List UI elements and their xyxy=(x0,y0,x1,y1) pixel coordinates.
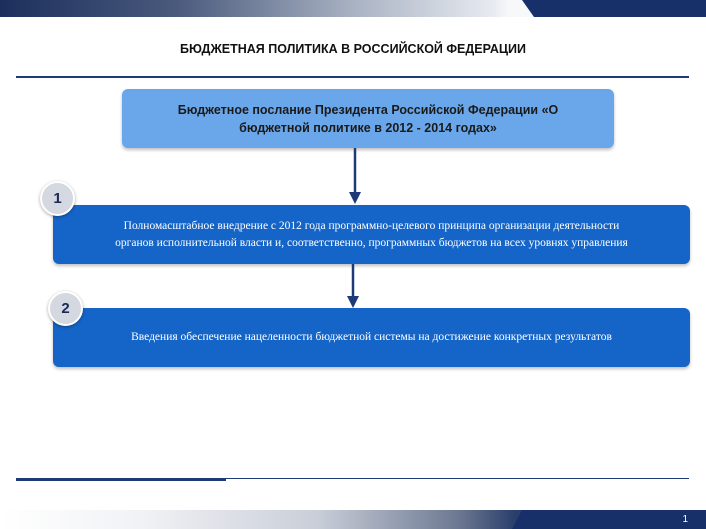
step-1-line-1: Полномасштабное внедрение с 2012 года программно-целевого принципа организации деятельности xyxy=(123,219,620,232)
budget-message-line-2: бюджетной политике в 2012 - 2014 годах» xyxy=(239,120,497,135)
footer-decor-accent xyxy=(506,510,706,529)
budget-message-box xyxy=(122,89,614,148)
down-arrow-icon xyxy=(343,264,363,310)
page-title: БЮДЖЕТНАЯ ПОЛИТИКА В РОССИЙСКОЙ ФЕДЕРАЦИИ xyxy=(179,42,527,56)
page-number: 1 xyxy=(682,514,688,525)
step-2-badge: 2 xyxy=(48,291,83,326)
title-divider xyxy=(16,76,689,78)
down-arrow-icon xyxy=(345,148,365,206)
footer-divider-accent xyxy=(16,478,226,481)
step-2-text: Введения обеспечение нацеленности бюджетной системы на достижение конкретных результатов xyxy=(131,331,612,343)
budget-message-line-1: Бюджетное послание Президента Российской Федерации «О xyxy=(177,102,559,117)
step-1-line-2: органов исполнительной власти и, соответственно, программных бюджетов на всех уровнях управления xyxy=(115,236,628,249)
step-1-box xyxy=(53,205,690,264)
step-1-badge: 1 xyxy=(40,181,75,216)
step-2-box xyxy=(53,308,690,367)
header-decor-accent xyxy=(506,0,706,17)
